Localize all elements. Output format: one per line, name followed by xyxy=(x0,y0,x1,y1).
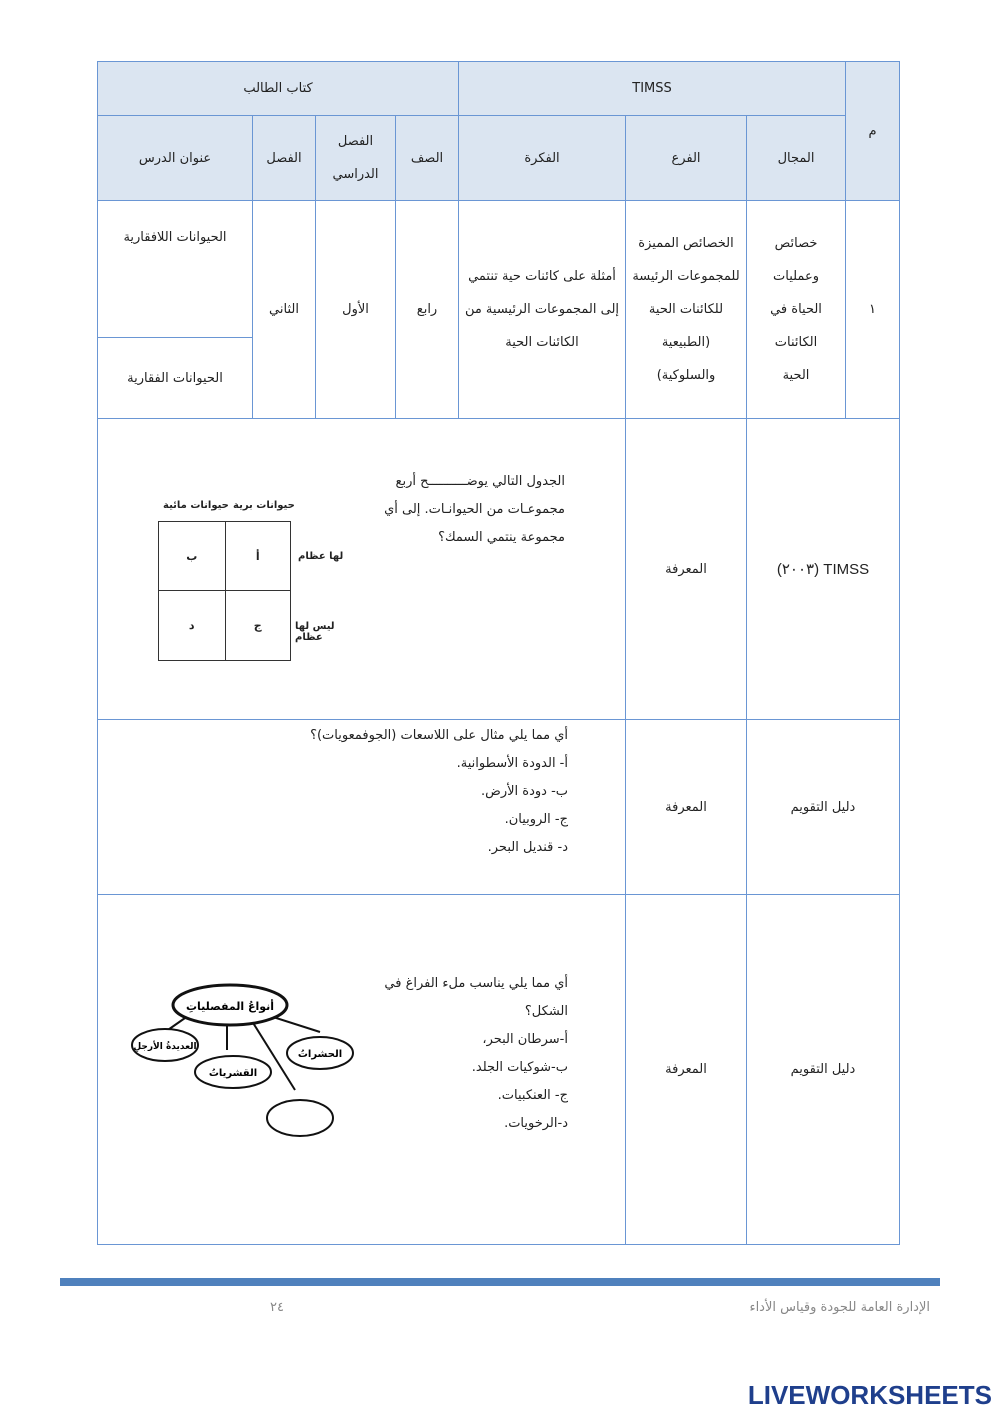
node-insects: الحشراتُ xyxy=(297,1049,343,1060)
animal-groups-table xyxy=(155,495,355,665)
col-land-animals: حيوانات برية xyxy=(233,500,295,511)
option-b[interactable]: ب-شوكيات الجلد. xyxy=(471,1060,568,1075)
header-branch: الفرع xyxy=(625,115,747,201)
cell-c: ج xyxy=(225,591,291,660)
option-a[interactable]: أ- الدودة الأسطوانية. xyxy=(456,756,568,771)
option-a[interactable]: أ-سرطان البحر، xyxy=(482,1032,568,1047)
semester-cell: الأول xyxy=(315,200,396,419)
option-d[interactable]: د-الرخويات. xyxy=(504,1116,568,1131)
header-chapter: الفصل xyxy=(252,115,316,201)
idea-cell: أمثلة على كائنات حية تنتمي إلى المجموعات الرئيسية من الكائنات الحية xyxy=(458,200,626,419)
header-lesson: عنوان الدرس xyxy=(97,115,253,201)
option-c[interactable]: ج- العنكبيات. xyxy=(497,1088,568,1103)
liveworksheets-logo: LIVEWORKSHEETS xyxy=(747,1380,992,1410)
header-m: م xyxy=(845,61,900,201)
question-stem: أي مما يلي مثال على اللاسعات (الجوفمعويات)؟ xyxy=(310,728,568,743)
cell-d: د xyxy=(188,619,195,632)
col-water-animals: حيوانات مائية xyxy=(163,500,229,511)
row-no-bones: ليس لها عظام xyxy=(295,621,335,643)
question-text xyxy=(200,722,568,862)
source-cell: دليل التقويم xyxy=(746,894,900,1245)
lesson-cell-vertebrates: الحيوانات الفقارية xyxy=(97,337,253,419)
header-book: كتاب الطالب xyxy=(97,61,459,116)
footer-bar xyxy=(60,1278,940,1286)
page-number: ٢٤ xyxy=(270,1300,284,1315)
source-cell: TIMSS (٢٠٠٣) xyxy=(746,418,900,720)
question-text xyxy=(370,970,568,1138)
level-cell: المعرفة xyxy=(625,418,747,720)
field-cell: خصائص وعمليات الحياة في الكائنات الحية xyxy=(746,200,846,419)
chapter-cell: الثاني xyxy=(252,200,316,419)
lesson-cell-invertebrates: الحيوانات اللافقارية xyxy=(97,200,253,338)
header-idea: الفكرة xyxy=(458,115,626,201)
option-c[interactable]: ج- الروبيان. xyxy=(504,812,568,827)
option-d[interactable]: د- قنديل البحر. xyxy=(487,840,568,855)
level-cell: المعرفة xyxy=(625,719,747,895)
header-semester: الفصل الدراسي xyxy=(315,115,396,201)
cell-b: ب xyxy=(159,522,225,591)
footer-org: الإدارة العامة للجودة وقياس الأداء xyxy=(749,1300,930,1315)
branch-cell: الخصائص المميزة للمجموعات الرئيسة للكائنات الحية (الطبيعية والسلوكية) xyxy=(625,200,747,419)
cell-a: أ xyxy=(225,522,291,591)
node-myriapods: العديدةُ الأرجلِ xyxy=(133,1042,197,1052)
header-timss: TIMSS xyxy=(458,61,846,116)
row-has-bones: لها عظام xyxy=(298,551,344,562)
node-crustaceans: القشرياتُ xyxy=(208,1068,258,1079)
question-stem: أي مما يلي يناسب ملء الفراغ في الشكل؟ xyxy=(384,976,568,1019)
header-grade: الصف xyxy=(395,115,459,201)
source-cell: دليل التقويم xyxy=(746,719,900,895)
level-cell: المعرفة xyxy=(625,894,747,1245)
grade-cell: رابع xyxy=(395,200,459,419)
question-text: الجدول التالي يوضــــــــــح أربع مجموعـات من الحيوانـات. إلى أي مجموعة ينتمي السمك؟ xyxy=(384,474,565,545)
header-field: المجال xyxy=(746,115,846,201)
node-root: أنواعُ المفصلياتِ xyxy=(185,1000,275,1013)
row-number: ١ xyxy=(845,200,900,419)
arthropods-diagram xyxy=(125,980,365,1140)
option-b[interactable]: ب- دودة الأرض. xyxy=(480,784,568,799)
